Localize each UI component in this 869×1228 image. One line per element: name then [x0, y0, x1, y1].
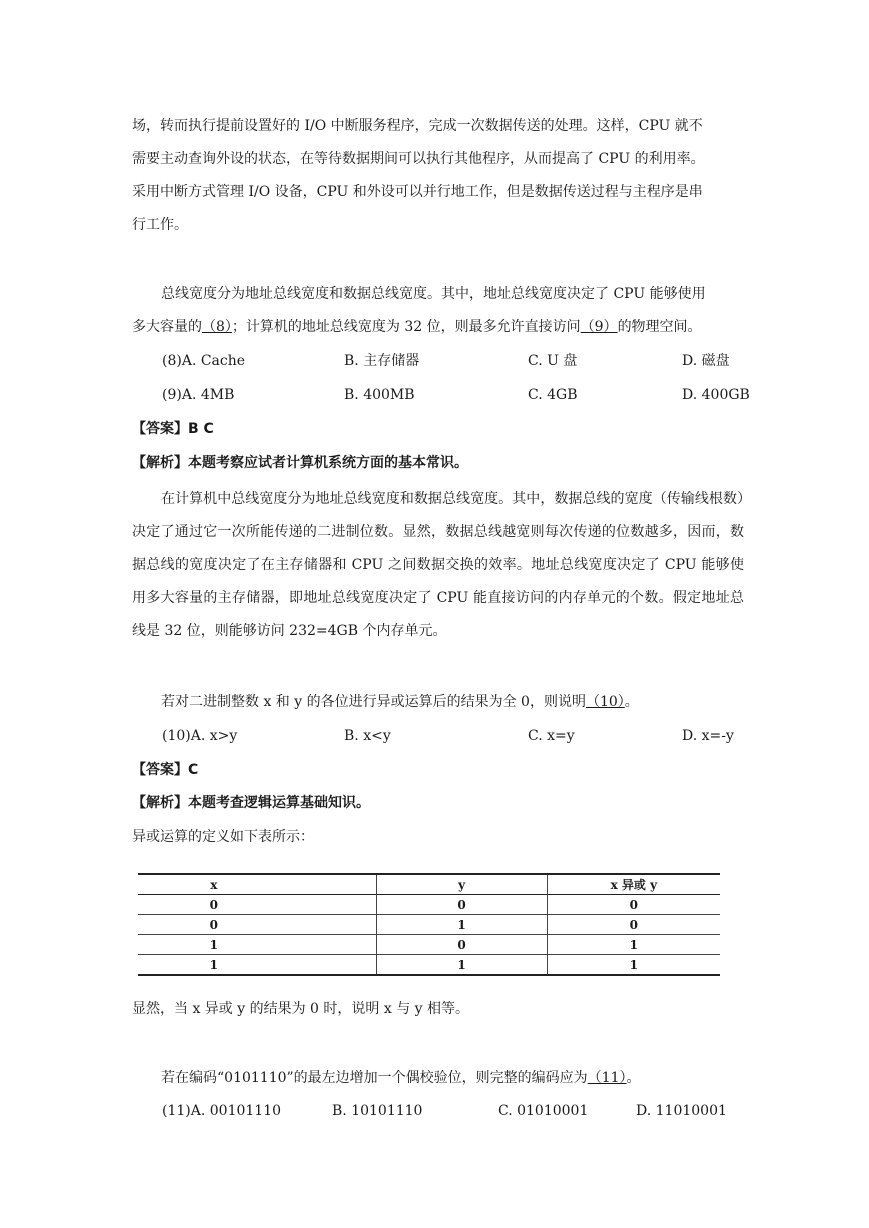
intro-line-1: 场，转而执行提前设置好的 I/O 中断服务程序，完成一次数据传送的处理。这样，CPU 就不 — [132, 118, 703, 134]
cell: 0 — [547, 895, 720, 915]
options-9 — [162, 384, 752, 406]
table-intro: 异或运算的定义如下表所示： — [132, 829, 314, 845]
cell: 0 — [209, 897, 218, 912]
header-x-xor-y: x 异或 y — [547, 874, 720, 895]
option-9b: B. 400MB — [344, 387, 415, 403]
intro-line-3: 采用中断方式管理 I/O 设备，CPU 和外设可以并行地工作，但是数据传送过程与主程序是串 — [132, 184, 703, 200]
cell: 1 — [376, 955, 547, 976]
q10-line — [132, 686, 744, 719]
blank-10: （10） — [585, 694, 625, 710]
options-10 — [162, 725, 752, 747]
analysis-8-9: 在计算机中总线宽度分为地址总线宽度和数据总线宽度。其中，数据总线的宽度（传输线根数）决定了通过它一次所能传递的二进制位数。显然，数据总线越宽则每次传递的位数越多，因而，数据总线的宽度决定了在主存储器和 CPU 之间数据交换的效率。地址总线宽度决定了 CPU 能够使用多大容量的主存储器，即地址总线宽度决定了 CPU 能直接访问的内存单元的个数。假定地址总线是 32 位，则能够访问 232=4GB 个内存单元。 — [132, 491, 744, 639]
q8-text-c: 的物理空间。 — [617, 319, 702, 335]
q11-line — [132, 1062, 744, 1095]
q8-text-a: 多大容量的 — [132, 319, 202, 335]
table-row — [138, 935, 720, 955]
option-8d: D. 磁盘 — [682, 353, 730, 369]
table-header-row — [138, 874, 720, 895]
intro-line-2: 需要主动查询外设的状态，在等待数据期间可以执行其他程序，从而提高了 CPU 的利用率。 — [132, 151, 705, 167]
blank-9: （9） — [580, 319, 618, 335]
table-row — [138, 915, 720, 935]
option-11c: C. 01010001 — [498, 1103, 589, 1119]
option-8b: B. 主存储器 — [344, 353, 420, 369]
option-8c: C. U 盘 — [528, 353, 578, 369]
option-9a: (9)A. 4MB — [162, 387, 235, 403]
q8-line-1: 总线宽度分为地址总线宽度和数据总线宽度。其中，地址总线宽度决定了 CPU 能够使用 — [161, 286, 706, 302]
q10-text-a: 若对二进制整数 x 和 y 的各位进行异或运算后的结果为全 0，则说明 — [161, 694, 586, 710]
option-11b: B. 10101110 — [332, 1103, 423, 1119]
option-10a: (10)A. x>y — [162, 728, 238, 744]
options-8 — [162, 350, 752, 372]
q11-text-b: 。 — [626, 1070, 641, 1086]
q8-text-b: ；计算机的地址总线宽度为 32 位，则最多允许直接访问 — [231, 319, 581, 335]
answer-8-9: 【答案】B C — [132, 421, 214, 437]
header-y: y — [376, 874, 547, 895]
header-x: x — [210, 877, 218, 892]
blank-11: （11） — [587, 1070, 627, 1086]
options-11 — [162, 1100, 752, 1122]
option-11a: (11)A. 00101110 — [162, 1103, 282, 1119]
cell: 1 — [547, 935, 720, 955]
cell: 0 — [547, 915, 720, 935]
cell: 1 — [547, 955, 720, 976]
cell: 1 — [209, 957, 218, 972]
q11-text-a: 若在编码“0101110”的最左边增加一个偶校验位，则完整的编码应为 — [161, 1070, 588, 1086]
analysis-title-10: 【解析】本题考查逻辑运算基础知识。 — [132, 795, 370, 811]
option-8a: (8)A. Cache — [162, 353, 246, 369]
table-row — [138, 955, 720, 976]
q8-line-2 — [132, 311, 744, 344]
table-row — [138, 895, 720, 915]
xor-truth-table — [138, 873, 720, 976]
option-10d: D. x=-y — [682, 728, 734, 744]
intro-line-4: 行工作。 — [132, 217, 188, 233]
option-11d: D. 11010001 — [636, 1103, 727, 1119]
option-10b: B. x<y — [344, 728, 391, 744]
cell: 1 — [376, 915, 547, 935]
blank-8: （8） — [202, 319, 232, 335]
option-9c: C. 4GB — [528, 387, 578, 403]
q10-text-b: 。 — [624, 694, 639, 710]
cell: 0 — [376, 895, 547, 915]
analysis-title-8-9: 【解析】本题考察应试者计算机系统方面的基本常识。 — [132, 455, 468, 471]
cell: 1 — [209, 937, 218, 952]
table-conclusion: 显然，当 x 异或 y 的结果为 0 时，说明 x 与 y 相等。 — [132, 1001, 470, 1017]
option-9d: D. 400GB — [682, 387, 750, 403]
cell: 0 — [209, 917, 218, 932]
option-10c: C. x=y — [528, 728, 575, 744]
answer-10: 【答案】C — [132, 762, 199, 778]
cell: 0 — [376, 935, 547, 955]
